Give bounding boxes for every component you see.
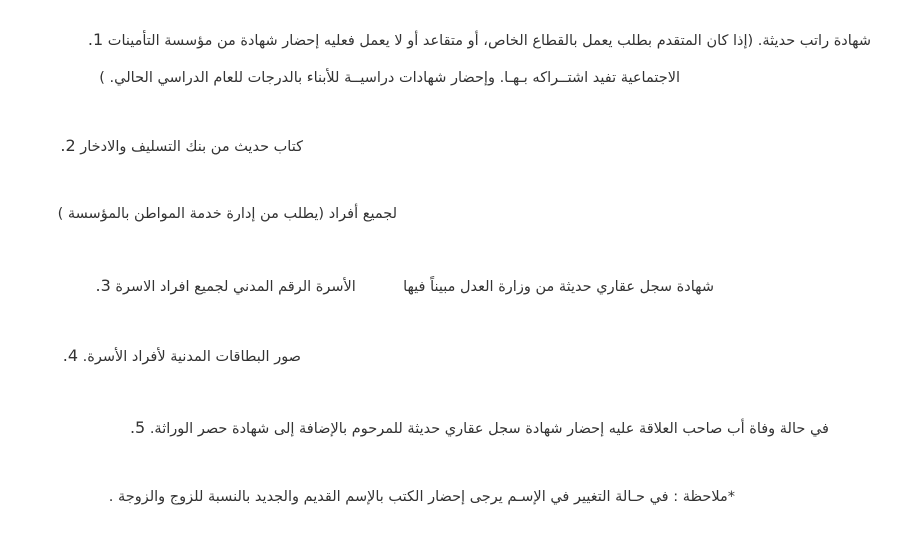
note-text: *ملاحظة : في حـالة التغيير في الإسـم يرجى إحضار الكتب بالإسم القديم والجديد بالنسبة للزوج والزوجة . [108, 489, 735, 505]
requirement-item-5 [130, 418, 829, 439]
item-text: الاجتماعية تفيد اشتــراكه بـهـا. وإحضار شهادات دراسيــة للأبناء بالدرجات للعام الدراسي الحالي. ) [99, 70, 680, 86]
requirement-item-4 [63, 346, 301, 367]
item-number: 3. [95, 276, 111, 295]
requirement-item-1-line-2 [99, 68, 680, 88]
requirement-item-1-line-1 [88, 30, 871, 51]
item-number: 5. [129, 418, 146, 437]
item-text: في حالة وفاة أب صاحب العلاقة عليه إحضار شهادة سجل عقاري حديثة للمرحوم بالإضافة إلى شهادة حصر الوراثة. [149, 421, 829, 437]
requirement-item-3 [96, 276, 714, 297]
requirement-item-2-line-2 [58, 204, 397, 224]
item-number: 1. [87, 30, 104, 49]
item-text-part-b: الأسرة الرقم المدني لجميع افراد الاسرة [115, 279, 356, 295]
item-text: شهادة راتب حديثة. (إذا كان المتقدم بطلب يعمل بالقطاع الخاص، أو متقاعد أو لا يعمل فعليه إحضار شهادة من مؤسسة التأمينات [107, 33, 871, 49]
item-text-part-a: شهادة سجل عقاري حديثة من وزارة العدل مبيناً فيها [403, 279, 714, 295]
item-text: لجميع أفراد (يطلب من إدارة خدمة المواطن بالمؤسسة ) [57, 206, 397, 222]
requirement-item-2-line-1 [60, 136, 303, 157]
item-text: صور البطاقات المدنية لأفراد الأسرة. [82, 349, 301, 365]
item-text: كتاب حديث من بنك التسليف والادخار [80, 139, 303, 155]
item-number: 4. [62, 346, 79, 365]
item-number: 2. [60, 136, 76, 155]
